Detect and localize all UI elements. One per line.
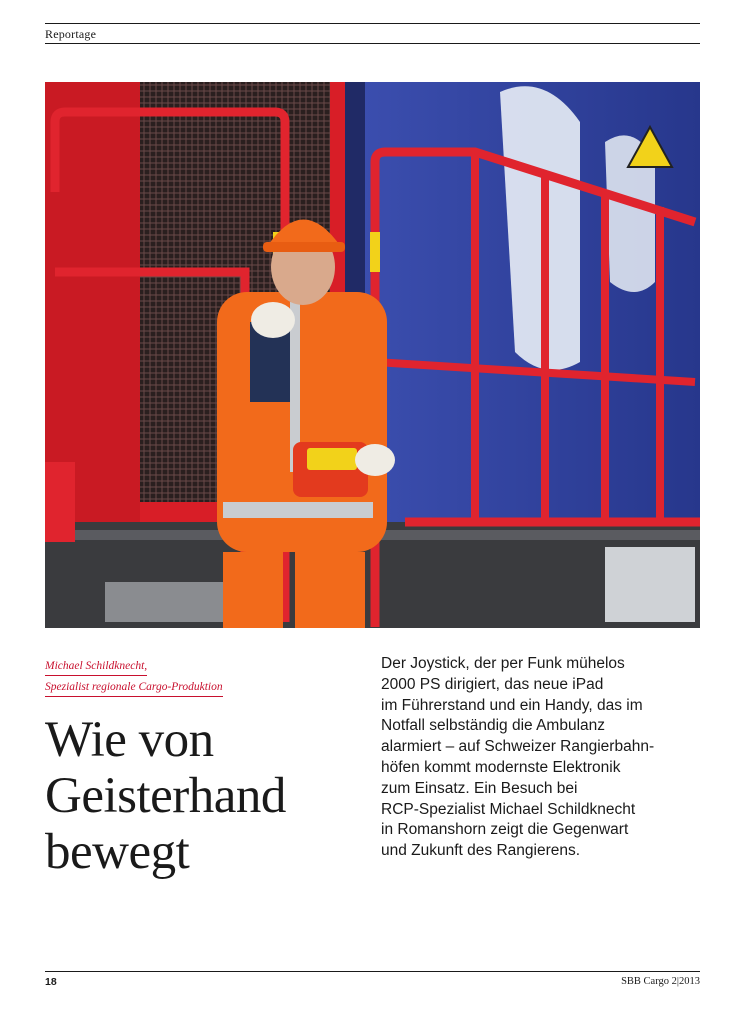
- article-headline: [45, 712, 365, 880]
- lead-line: höfen kommt modernste Elektronik: [381, 758, 621, 776]
- hero-photo: [45, 82, 700, 628]
- photo-caption: [45, 657, 223, 699]
- header-rule-top: [45, 23, 700, 24]
- footer-rule: [45, 971, 700, 972]
- headline-line: Wie von: [45, 712, 214, 768]
- lead-line: in Romanshorn zeigt die Gegenwart: [381, 821, 629, 839]
- header-rule-bottom: [45, 43, 700, 44]
- caption-name: Michael Schildknecht,: [45, 657, 147, 676]
- lead-line: zum Einsatz. Ein Besuch bei: [381, 779, 578, 797]
- article-lead: [381, 654, 701, 862]
- lead-line: alarmiert – auf Schweizer Rangierbahn-: [381, 738, 655, 756]
- lead-line: Notfall selbständig die Ambulanz: [381, 717, 606, 735]
- section-label: Reportage: [45, 27, 97, 41]
- caption-role: Spezialist regionale Cargo-Produktion: [45, 678, 223, 697]
- lead-line: und Zukunft des Rangierens.: [381, 842, 581, 860]
- publication-info: SBB Cargo 2|2013: [621, 976, 700, 987]
- lead-line: 2000 PS dirigiert, das neue iPad: [381, 675, 604, 693]
- headline-line: bewegt: [45, 824, 190, 880]
- lead-line: im Führerstand und ein Handy, das im: [381, 696, 643, 714]
- headline-line: Geisterhand: [45, 768, 286, 824]
- page-number: 18: [45, 976, 57, 988]
- lead-line: RCP-Spezialist Michael Schildknecht: [381, 800, 636, 818]
- lead-line: Der Joystick, der per Funk mühelos: [381, 655, 625, 672]
